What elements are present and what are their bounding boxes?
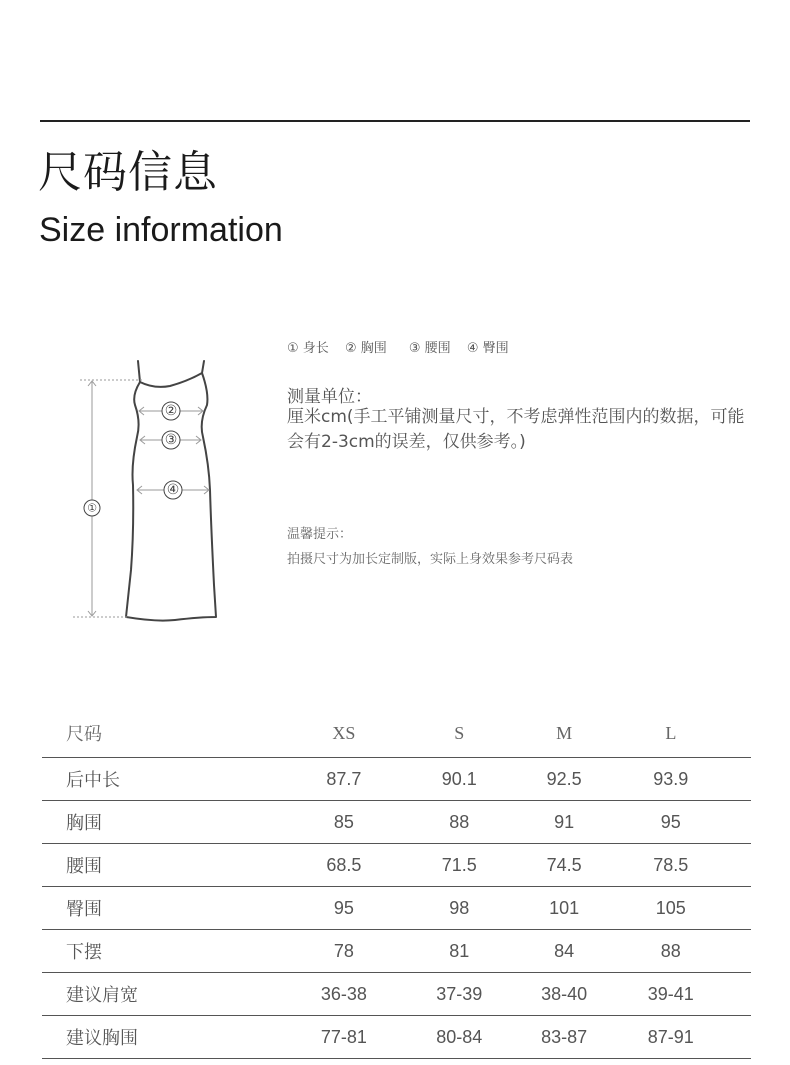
table-cell: 98 <box>405 887 514 930</box>
table-cell: 74.5 <box>514 844 615 887</box>
unit-title: 测量单位： <box>287 387 372 407</box>
table-row <box>42 844 751 887</box>
table-cell: 77-81 <box>283 1016 405 1059</box>
dress-measurement-diagram <box>70 355 240 630</box>
table-cell: 101 <box>514 887 615 930</box>
table-header-cell: S <box>405 709 514 758</box>
table-row <box>42 930 751 973</box>
page-title: 尺码信息 <box>38 147 218 198</box>
table-cell: 下摆 <box>42 930 283 973</box>
tip-title: 温馨提示： <box>287 527 353 542</box>
table-cell: 37-39 <box>405 973 514 1016</box>
table-cell: 88 <box>615 930 727 973</box>
table-cell: 78 <box>283 930 405 973</box>
page-subtitle: Size information <box>39 211 283 249</box>
table-cell: 胸围 <box>42 801 283 844</box>
table-cell: 92.5 <box>514 758 615 801</box>
table-row <box>42 973 751 1016</box>
table-cell: 建议胸围 <box>42 1016 283 1059</box>
legend-item: ① 身长 <box>287 341 329 356</box>
table-header-cell: L <box>615 709 727 758</box>
table-cell: 95 <box>283 887 405 930</box>
table-cell: 78.5 <box>615 844 727 887</box>
table-cell: 105 <box>615 887 727 930</box>
table-row <box>42 1016 751 1059</box>
table-header-cell: XS <box>283 709 405 758</box>
legend-item: ④ 臀围 <box>466 341 509 356</box>
unit-description: 厘米cm(手工平铺测量尺寸，不考虑弹性范围内的数据，可能会有2-3cm的误差，仅供参考。) <box>287 407 745 452</box>
table-cell: 36-38 <box>283 973 405 1016</box>
table-cell: 建议肩宽 <box>42 973 283 1016</box>
table-cell: 87.7 <box>283 758 405 801</box>
table-cell: 93.9 <box>615 758 727 801</box>
marker-label: ④ <box>166 482 180 498</box>
measurement-legend <box>287 337 521 356</box>
tip-text: 拍摄尺寸为加长定制版，实际上身效果参考尺码表 <box>287 552 574 567</box>
table-header-cell: 尺码 <box>42 709 283 758</box>
legend-item: ③ 腰围 <box>408 341 451 356</box>
table-header-cell: M <box>514 709 615 758</box>
table-cell: 后中长 <box>42 758 283 801</box>
marker-label: ① <box>87 501 97 515</box>
top-divider <box>40 120 750 122</box>
table-cell: 38-40 <box>514 973 615 1016</box>
table-cell: 81 <box>405 930 514 973</box>
table-cell: 88 <box>405 801 514 844</box>
marker-label: ③ <box>164 432 178 448</box>
table-header-row <box>42 709 751 758</box>
table-cell: 臀围 <box>42 887 283 930</box>
table-cell: 83-87 <box>514 1016 615 1059</box>
table-row <box>42 887 751 930</box>
table-cell: 腰围 <box>42 844 283 887</box>
table-cell: 39-41 <box>615 973 727 1016</box>
legend-item: ② 胸围 <box>344 341 387 356</box>
table-cell: 71.5 <box>405 844 514 887</box>
table-cell: 68.5 <box>283 844 405 887</box>
table-cell: 95 <box>615 801 727 844</box>
table-cell: 84 <box>514 930 615 973</box>
table-row <box>42 801 751 844</box>
table-cell: 90.1 <box>405 758 514 801</box>
table-row <box>42 758 751 801</box>
size-table <box>42 709 751 1059</box>
table-cell: 91 <box>514 801 615 844</box>
table-cell: 80-84 <box>405 1016 514 1059</box>
table-cell: 87-91 <box>615 1016 727 1059</box>
table-cell: 85 <box>283 801 405 844</box>
marker-label: ② <box>164 403 178 419</box>
